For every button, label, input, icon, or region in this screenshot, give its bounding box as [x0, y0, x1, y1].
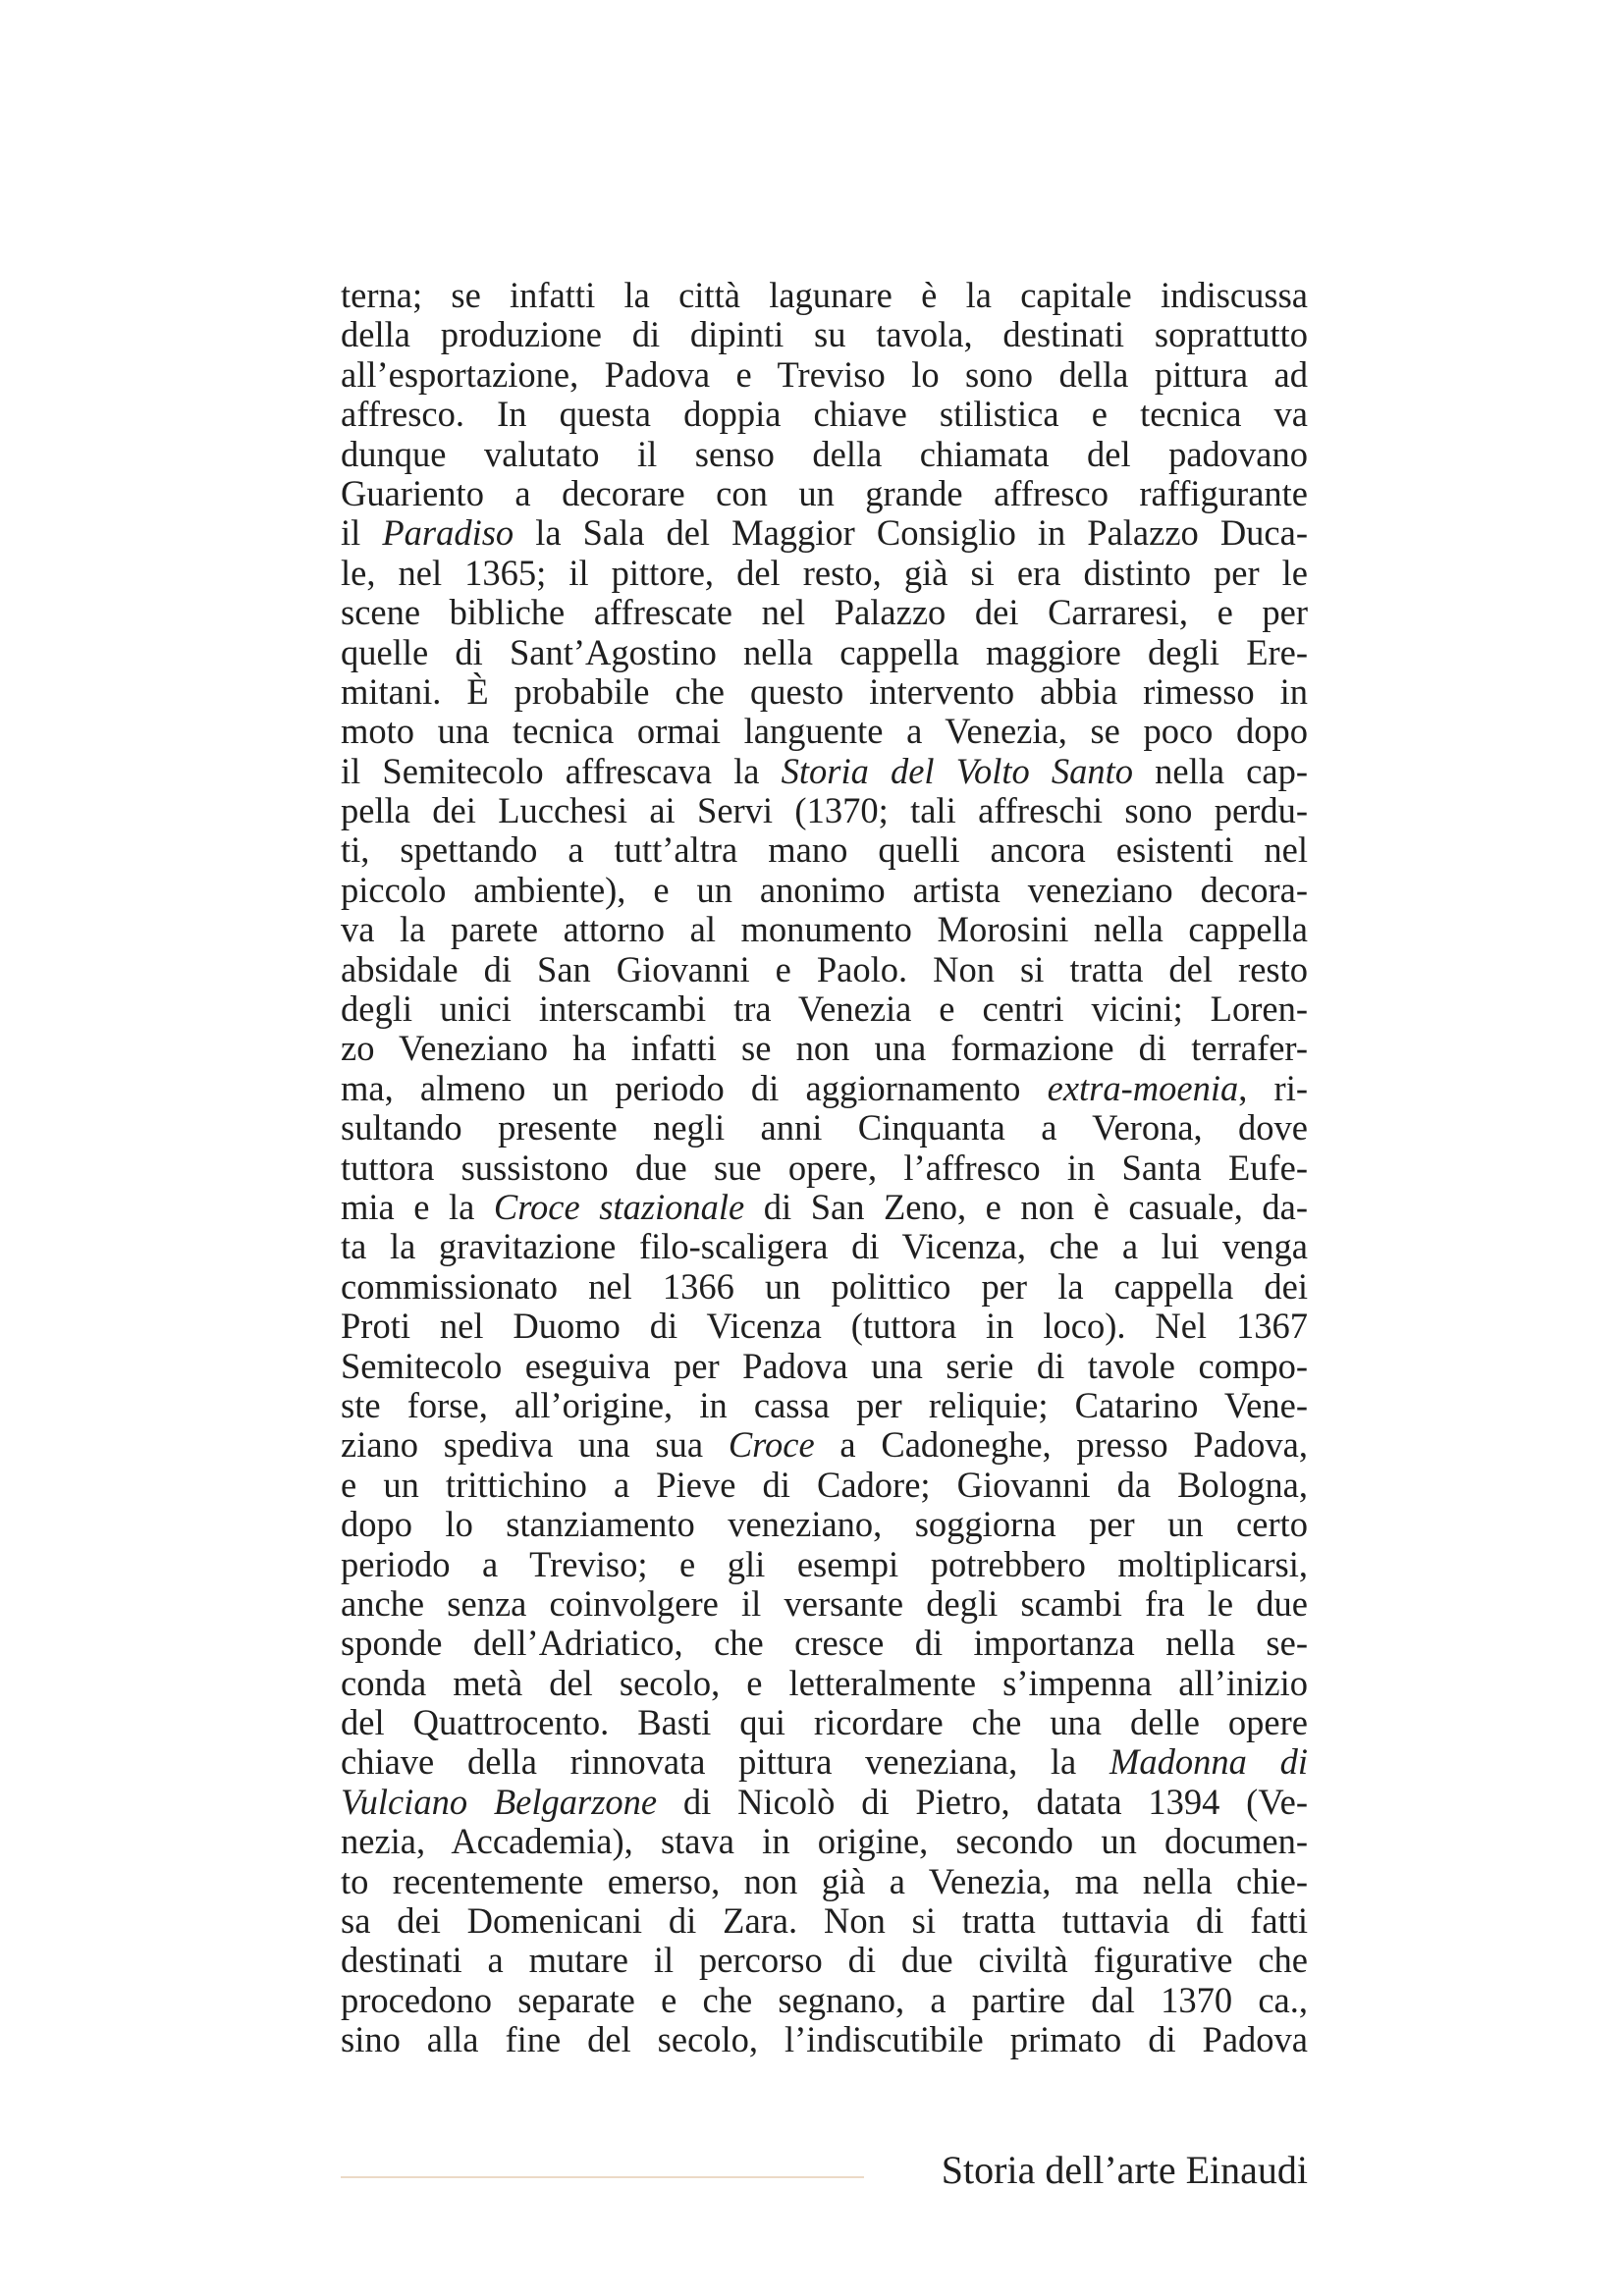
- text-segment: degli unici interscambi tra Venezia e centri vicini; Loren-: [341, 988, 1308, 1030]
- text-segment: all’esportazione, Padova e Treviso lo sono della pittura ad: [341, 353, 1308, 395]
- body-text: [341, 276, 1308, 2060]
- text-line: [341, 1148, 1308, 1188]
- text-segment: il Semitecolo affrescava la: [341, 750, 782, 791]
- text-segment: Proti nel Duomo di Vicenza (tuttora in loco). Nel 1367: [341, 1306, 1308, 1347]
- text-line: [341, 1664, 1308, 1703]
- text-line: [341, 712, 1308, 751]
- text-line: [341, 1981, 1308, 2020]
- text-line: [341, 871, 1308, 910]
- italic-title: Madonna di: [1109, 1741, 1309, 1783]
- text-line: [341, 1624, 1308, 1663]
- text-line: [341, 1347, 1308, 1386]
- text-line: [341, 1941, 1308, 1980]
- text-segment: piccolo ambiente), e un anonimo artista veneziano decora-: [341, 869, 1308, 910]
- text-segment: quelle di Sant’Agostino nella cappella maggiore degli Ere-: [341, 631, 1308, 672]
- text-line: [341, 910, 1308, 949]
- text-segment: sino alla fine del secolo, l’indiscutibile primato di Padova: [341, 2019, 1308, 2060]
- text-line: [341, 1901, 1308, 1941]
- text-line: [341, 791, 1308, 830]
- text-segment: il: [341, 512, 383, 554]
- text-segment: anche senza coinvolgere il versante degli scambi fra le due: [341, 1582, 1308, 1624]
- text-line: [341, 276, 1308, 315]
- text-segment: nella cap-: [1133, 750, 1308, 791]
- text-line: [341, 1108, 1308, 1148]
- text-segment: mitani. È probabile che questo intervento abbia rimesso in: [341, 670, 1308, 712]
- text-segment: le, nel 1365; il pittore, del resto, già si era distinto per le: [341, 552, 1308, 593]
- text-segment: moto una tecnica ormai languente a Venezia, se poco dopo: [341, 711, 1308, 752]
- text-line: [341, 1386, 1308, 1425]
- text-segment: e un trittichino a Pieve di Cadore; Giovanni da Bologna,: [341, 1464, 1308, 1505]
- text-segment: mia e la: [341, 1186, 494, 1227]
- text-segment: ziano spediva una sua: [341, 1424, 729, 1466]
- text-line: [341, 1742, 1308, 1782]
- text-line: [341, 1545, 1308, 1584]
- italic-title: extra-moenia: [1047, 1067, 1239, 1108]
- text-line: [341, 1029, 1308, 1068]
- text-segment: conda metà del secolo, e letteralmente s’impenna all’inizio: [341, 1662, 1308, 1703]
- text-line: [341, 355, 1308, 395]
- text-line: [341, 1267, 1308, 1307]
- text-line: [341, 395, 1308, 434]
- text-line: [341, 1584, 1308, 1624]
- text-segment: sponde dell’Adriatico, che cresce di importanza nella se-: [341, 1623, 1308, 1664]
- text-segment: ste forse, all’origine, in cassa per reliquie; Catarino Vene-: [341, 1384, 1308, 1425]
- text-line: [341, 1425, 1308, 1465]
- footer-title: Storia dell’arte Einaudi: [941, 2148, 1308, 2192]
- text-segment: a Cadoneghe, presso Padova,: [814, 1424, 1308, 1466]
- text-line: [341, 1227, 1308, 1266]
- italic-title: Croce stazionale: [493, 1186, 745, 1227]
- text-line: [341, 1783, 1308, 1822]
- text-segment: di San Zeno, e non è casuale, da-: [744, 1186, 1308, 1227]
- text-segment: dunque valutato il senso della chiamata del padovano: [341, 433, 1308, 474]
- text-line: [341, 593, 1308, 632]
- text-line: [341, 2020, 1308, 2059]
- italic-title: Paradiso: [382, 512, 514, 554]
- text-segment: della produzione di dipinti su tavola, destinati soprattutto: [341, 314, 1308, 355]
- text-line: [341, 435, 1308, 474]
- text-line: [341, 1069, 1308, 1108]
- text-segment: del Quattrocento. Basti qui ricordare che una delle opere: [341, 1702, 1308, 1743]
- italic-title: Storia del Volto Santo: [781, 750, 1133, 791]
- text-line: [341, 513, 1308, 553]
- text-line: [341, 830, 1308, 870]
- text-line: [341, 1862, 1308, 1901]
- text-line: [341, 315, 1308, 354]
- text-segment: absidale di San Giovanni e Paolo. Non si tratta del resto: [341, 948, 1308, 989]
- text-segment: sultando presente negli anni Cinquanta a Verona, dove: [341, 1107, 1308, 1148]
- text-segment: commissionato nel 1366 un polittico per la cappella dei: [341, 1265, 1308, 1307]
- text-line: [341, 1466, 1308, 1505]
- text-segment: nezia, Accademia), stava in origine, secondo un documen-: [341, 1821, 1308, 1862]
- text-segment: zo Veneziano ha infatti se non una formazione di terrafer-: [341, 1028, 1308, 1069]
- text-segment: procedono separate e che segnano, a partire dal 1370 ca.,: [341, 1979, 1308, 2020]
- footer-rule: [341, 2176, 864, 2178]
- text-segment: la Sala del Maggior Consiglio in Palazzo Duca-: [514, 512, 1308, 554]
- text-line: [341, 672, 1308, 712]
- text-line: [341, 633, 1308, 672]
- text-segment: Guariento a decorare con un grande affresco raffigurante: [341, 472, 1308, 513]
- text-segment: di Nicolò di Pietro, datata 1394 (Ve-: [657, 1781, 1308, 1822]
- text-segment: ti, spettando a tutt’altra mano quelli ancora esistenti nel: [341, 829, 1308, 871]
- text-segment: destinati a mutare il percorso di due civiltà figurative che: [341, 1940, 1308, 1981]
- text-segment: terna; se infatti la città lagunare è la capitale indiscussa: [341, 275, 1308, 315]
- text-segment: ta la gravitazione filo-scaligera di Vicenza, che a lui venga: [341, 1226, 1308, 1267]
- text-line: [341, 989, 1308, 1029]
- text-line: [341, 1505, 1308, 1544]
- text-line: [341, 474, 1308, 513]
- italic-title: Croce: [728, 1424, 815, 1466]
- text-segment: to recentemente emerso, non già a Venezia, ma nella chie-: [341, 1860, 1308, 1901]
- text-line: [341, 1703, 1308, 1742]
- text-segment: Semitecolo eseguiva per Padova una serie di tavole compo-: [341, 1345, 1308, 1386]
- text-segment: dopo lo stanziamento veneziano, soggiorna per un certo: [341, 1504, 1308, 1545]
- text-segment: ma, almeno un periodo di aggiornamento: [341, 1067, 1048, 1108]
- text-segment: va la parete attorno al monumento Morosini nella cappella: [341, 909, 1308, 950]
- text-segment: affresco. In questa doppia chiave stilistica e tecnica va: [341, 394, 1308, 435]
- text-segment: sa dei Domenicani di Zara. Non si tratta tuttavia di fatti: [341, 1900, 1308, 1942]
- text-segment: , ri-: [1238, 1067, 1309, 1108]
- text-segment: periodo a Treviso; e gli esempi potrebbero moltiplicarsi,: [341, 1543, 1308, 1584]
- text-segment: chiave della rinnovata pittura veneziana, la: [341, 1741, 1109, 1783]
- text-segment: pella dei Lucchesi ai Servi (1370; tali affreschi sono perdu-: [341, 790, 1308, 831]
- text-segment: tuttora sussistono due sue opere, l’affresco in Santa Eufe-: [341, 1147, 1308, 1188]
- text-line: [341, 554, 1308, 593]
- text-line: [341, 752, 1308, 791]
- text-line: [341, 950, 1308, 989]
- text-line: [341, 1188, 1308, 1227]
- page-footer: [341, 2146, 1308, 2195]
- text-line: [341, 1307, 1308, 1346]
- text-segment: scene bibliche affrescate nel Palazzo dei Carraresi, e per: [341, 592, 1308, 633]
- text-line: [341, 1822, 1308, 1861]
- italic-title: Vulciano Belgarzone: [341, 1781, 658, 1822]
